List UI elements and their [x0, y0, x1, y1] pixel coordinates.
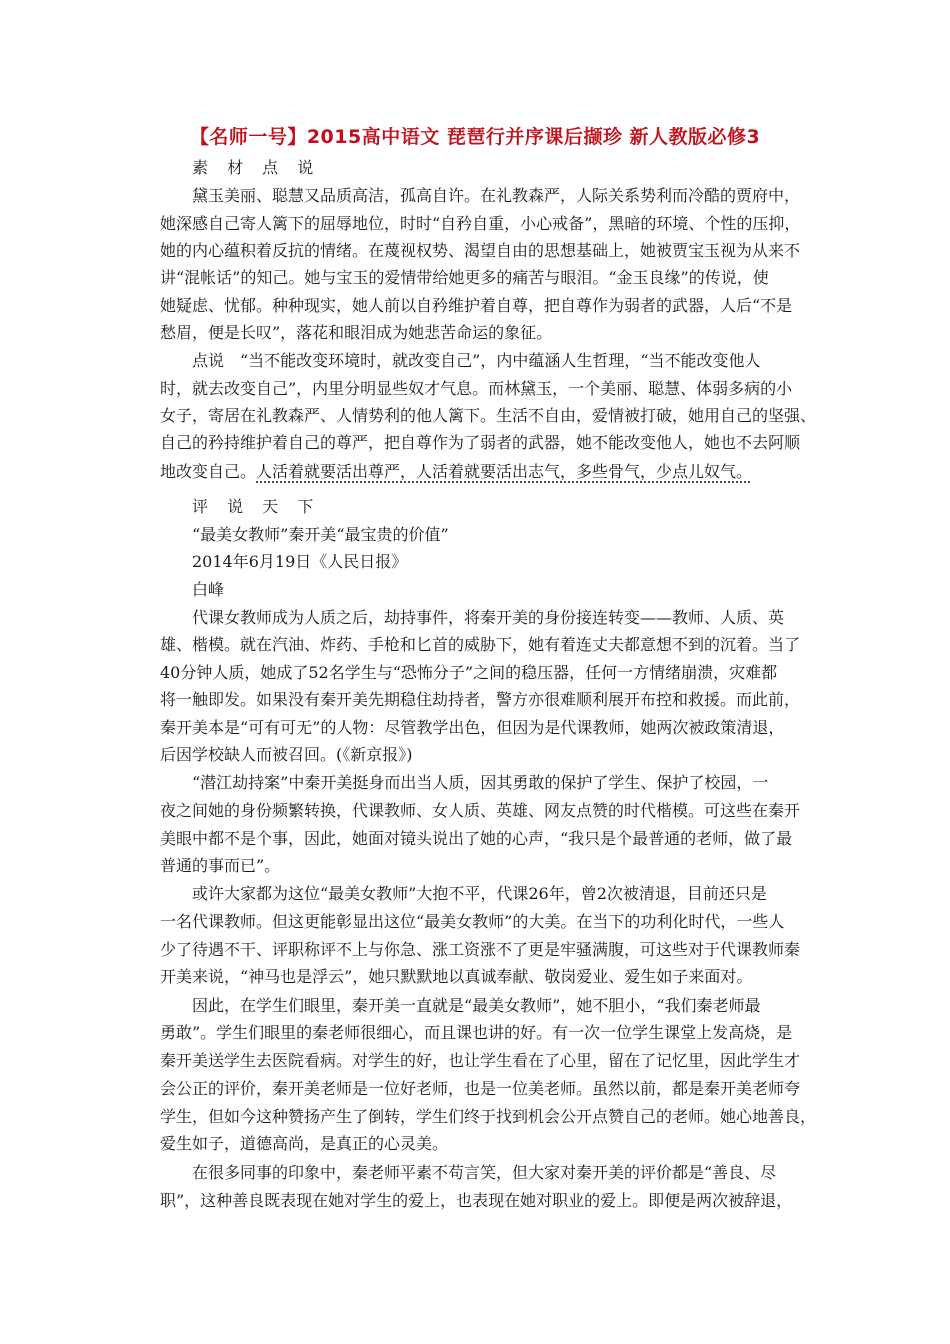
paragraph-line: 雄、楷模。就在汽油、炸药、手枪和匕首的威胁下，她有着连丈夫都意想不到的沉着。当了: [160, 635, 801, 654]
article-source: 2014年6月19日《人民日报》: [192, 552, 408, 571]
paragraph-line: 她深感自己寄人篱下的屈辱地位，时时“自矜自重，小心戒备”，黑暗的环境、个性的压抑，: [160, 214, 801, 233]
paragraph-line: 一名代课教师。但这更能彰显出这位“最美女教师”的大美。在当下的功利化时代，一些人: [160, 912, 785, 931]
paragraph-line: [160, 462, 752, 482]
paragraph-line: 开美来说，“神马也是浮云”，她只默默地以真诚奉献、敬岗爱业、爱生如子来面对。: [160, 967, 753, 986]
paragraph-line: 将一触即发。如果没有秦开美先期稳住劫持者，警方亦很难顺利展开布控和救援。而此前，: [160, 690, 801, 709]
paragraph-text: 地改变自己。: [160, 462, 257, 481]
paragraph-line: 代课女教师成为人质之后，劫持事件，将秦开美的身份接连转变——教师、人质、英: [192, 608, 785, 627]
paragraph-line: 夜之间她的身份频繁转换，代课教师、女人质、英雄、网友点赞的时代楷模。可这些在秦开: [160, 801, 801, 820]
paragraph-line: 她疑虑、忧郁。种种现实，她人前以自矜维护着自尊，把自尊作为弱者的武器，人后“不是: [160, 296, 793, 315]
paragraph-line: 时，就去改变自己”，内里分明显些奴才气息。而林黛玉，一个美丽、聪慧、体弱多病的小: [160, 379, 793, 398]
paragraph-line: 会公正的评价，秦开美老师是一位好老师，也是一位美老师。虽然以前，都是秦开美老师夸: [160, 1079, 801, 1098]
section-heading-material: 素 材 点 说: [192, 158, 321, 177]
section-heading-commentary: 评 说 天 下: [192, 497, 321, 516]
paragraph-line: 勇敢”。学生们眼里的秦老师很细心，而且课也讲的好。有一次一位学生课堂上发高烧，是: [160, 1023, 793, 1042]
paragraph-line: 自己的矜持维护着自己的尊严，把自尊作为了弱者的武器，她不能改变他人，她也不去阿顺: [160, 433, 801, 452]
paragraph-line: 爱生如子，道德高尚，是真正的心灵美。: [160, 1134, 449, 1153]
paragraph-line: 普通的事而已”。: [160, 856, 281, 875]
paragraph-line: 秦开美送学生去医院看病。对学生的好，也让学生看在了心里，留在了记忆里，因此学生才: [160, 1051, 801, 1070]
article-author: 白峰: [192, 580, 225, 599]
paragraph-line: 职”，这种善良既表现在她对学生的爱上，也表现在她对职业的爱上。即便是两次被辞退，: [160, 1191, 793, 1210]
paragraph-line: 在很多同事的印象中，秦老师平素不苟言笑，但大家对秦开美的评价都是“善良、尽: [192, 1163, 777, 1182]
paragraph-line: 学生，但如今这种赞扬产生了倒转，学生们终于找到机会公开点赞自己的老师。她心地善良，: [160, 1107, 817, 1126]
paragraph-line: 女子，寄居在礼教森严、人情势利的他人篱下。生活不自由，爱情被打破，她用自己的坚强、: [160, 406, 817, 425]
paragraph-line: 黛玉美丽、聪慧又品质高洁，孤高自许。在礼教森严，人际关系势利而冷酷的贾府中，: [192, 186, 801, 205]
paragraph-line: 讲“混帐话”的知己。她与宝玉的爱情带给她更多的痛苦与眼泪。“金玉良缘”的传说，使: [160, 268, 769, 287]
paragraph-line: 或许大家都为这位“最美女教师”大抱不平，代课26年，曾2次被清退，目前还只是: [192, 884, 767, 903]
article-title: “最美女教师”秦开美“最宝贵的价值”: [192, 525, 449, 544]
emphasized-sentence: 人活着就要活出尊严，人活着就要活出志气，多些骨气，少点儿奴气。: [256, 462, 753, 481]
paragraph-line: 点说 “当不能改变环境时，就改变自己”，内中蕴涵人生哲理，“当不能改变他人: [192, 351, 761, 370]
paragraph-line: 因此，在学生们眼里，秦开美一直就是“最美女教师”，她不胆小，“我们秦老师最: [192, 996, 761, 1015]
paragraph-line: 她的内心蕴积着反抗的情绪。在蔑视权势、渴望自由的思想基础上，她被贾宝玉视为从来不: [160, 241, 801, 260]
paragraph-line: 40分钟人质，她成了52名学生与“恐怖分子”之间的稳压器，任何一方情绪崩溃，灾难都: [160, 663, 778, 682]
document-title: 【名师一号】2015高中语文 琵琶行并序课后撷珍 新人教版必修3: [189, 126, 761, 148]
paragraph-line: 秦开美本是“可有可无”的人物：尽管教学出色，但因为是代课教师，她两次被政策清退，: [160, 718, 785, 737]
paragraph-line: 美眼中都不是个事，因此，她面对镜头说出了她的心声，“我只是个最普通的老师，做了最: [160, 829, 793, 848]
paragraph-line: 后因学校缺人而被召回。(《新京报》): [160, 745, 413, 764]
paragraph-line: 少了待遇不干、评职称评不上与你急、涨工资涨不了更是牢骚满腹，可这些对于代课教师秦: [160, 940, 801, 959]
paragraph-line: 愁眉，便是长叹”，落花和眼泪成为她悲苦命运的象征。: [160, 323, 553, 342]
paragraph-line: “潜江劫持案”中秦开美挺身而出当人质，因其勇敢的保护了学生、保护了校园，一: [192, 773, 769, 792]
